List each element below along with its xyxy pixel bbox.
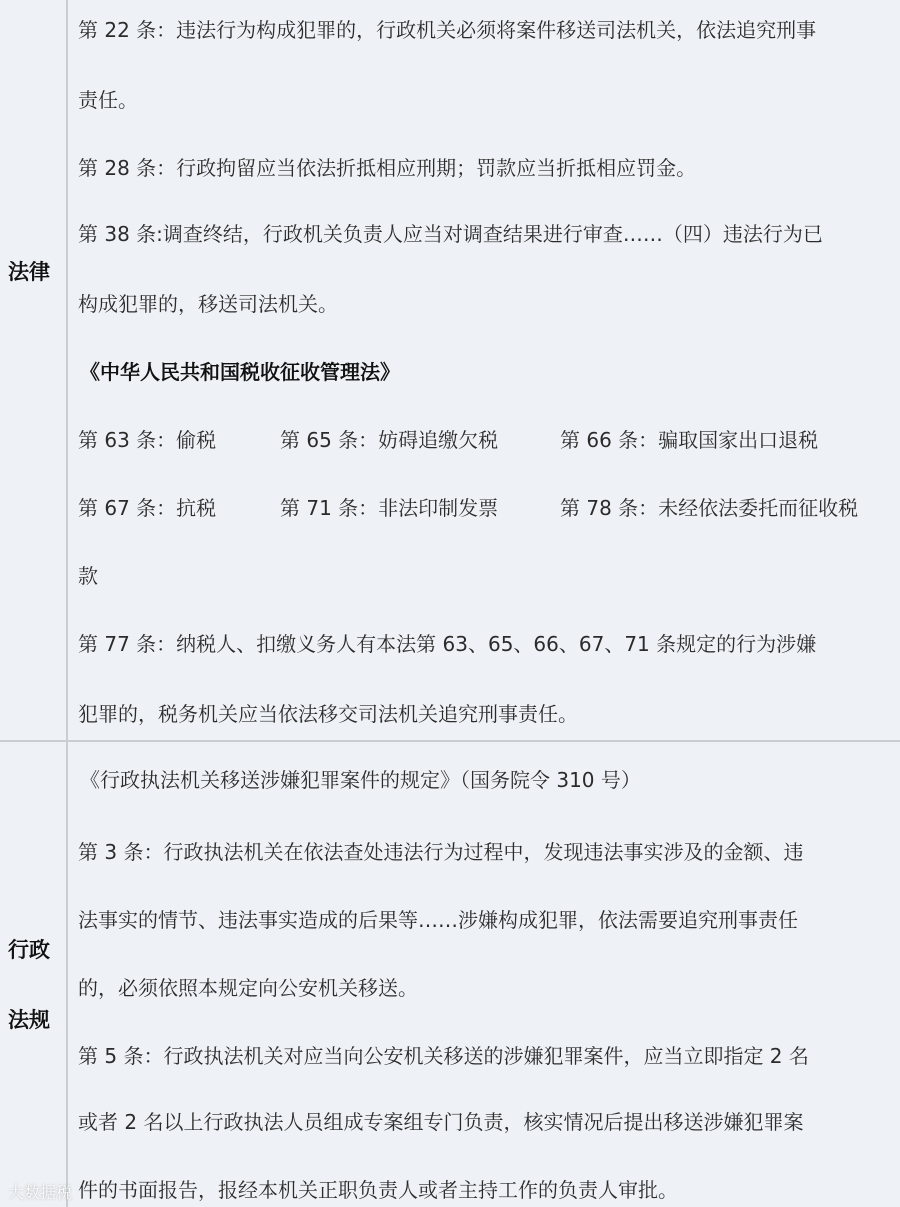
row-label-law: 法律 bbox=[8, 260, 50, 284]
law-line: 款 bbox=[78, 564, 98, 588]
article-item: 第 67 条：抗税 bbox=[78, 496, 217, 520]
regulation-line: 件的书面报告，报经本机关正职负责人或者主持工作的负责人审批。 bbox=[78, 1178, 678, 1202]
article-item: 第 65 条：妨碍追缴欠税 bbox=[280, 428, 499, 452]
law-line: 第 77 条：纳税人、扣缴义务人有本法第 63、65、66、67、71 条规定的行为涉嫌 bbox=[78, 632, 817, 656]
law-line: 犯罪的，税务机关应当依法移交司法机关追究刑事责任。 bbox=[78, 702, 578, 726]
regulation-line: 或者 2 名以上行政执法人员组成专案组专门负责，核实情况后提出移送涉嫌犯罪案 bbox=[78, 1110, 804, 1134]
watermark: 大数据税 bbox=[8, 1183, 73, 1202]
law-line: 第 28 条：行政拘留应当依法折抵相应刑期；罚款应当折抵相应罚金。 bbox=[78, 156, 697, 180]
law-line: 构成犯罪的，移送司法机关。 bbox=[78, 292, 338, 316]
regulation-line: 的，必须依照本规定向公安机关移送。 bbox=[78, 976, 418, 1000]
law-line: 第 22 条：违法行为构成犯罪的，行政机关必须将案件移送司法机关，依法追究刑事 bbox=[78, 18, 817, 42]
regulation-title: 《行政执法机关移送涉嫌犯罪案件的规定》（国务院令 310 号） bbox=[80, 768, 641, 792]
article-item: 第 78 条：未经依法委托而征收税 bbox=[560, 496, 859, 520]
regulation-line: 第 5 条：行政执法机关对应当向公安机关移送的涉嫌犯罪案件，应当立即指定 2 名 bbox=[78, 1044, 809, 1068]
article-item: 第 66 条：骗取国家出口退税 bbox=[560, 428, 819, 452]
article-item: 第 63 条：偷税 bbox=[78, 428, 217, 452]
law-line: 责任。 bbox=[78, 88, 138, 112]
article-item: 第 71 条：非法印制发票 bbox=[280, 496, 499, 520]
column-divider bbox=[66, 0, 68, 1207]
law-line: 第 38 条:调查终结，行政机关负责人应当对调查结果进行审查……（四）违法行为已 bbox=[78, 222, 823, 246]
row-divider bbox=[0, 740, 900, 742]
row-label-regulation-top: 行政 bbox=[8, 938, 50, 962]
regulation-line: 法事实的情节、违法事实造成的后果等……涉嫌构成犯罪，依法需要追究刑事责任 bbox=[78, 908, 798, 932]
regulation-line: 第 3 条：行政执法机关在依法查处违法行为过程中，发现违法事实涉及的金额、违 bbox=[78, 840, 804, 864]
law-title: 《中华人民共和国税收征收管理法》 bbox=[80, 360, 400, 384]
row-label-regulation-bottom: 法规 bbox=[8, 1008, 50, 1032]
